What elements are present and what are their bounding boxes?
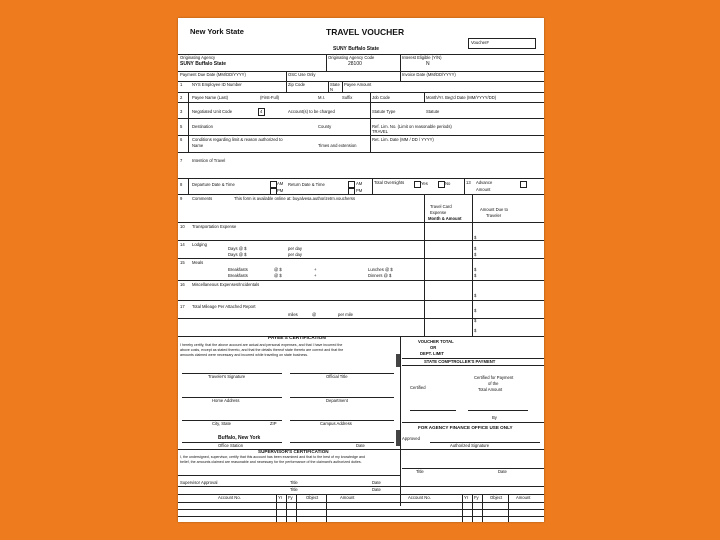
- overnight-no-checkbox[interactable]: [438, 181, 445, 188]
- agency-value[interactable]: SUNY Buffalo State: [180, 61, 227, 67]
- travel-voucher-form: New York State TRAVEL VOUCHER Voucher# SUNY Buffalo State Originating Agency SUNY Buffalo State Originating Agency Code 28100 Interest Eligible (Y/N) N Payment Due Date (MM/DD/YYYY) OSC Use Only Invoice Date (MM/DD/YYYY) 1 NYS Employee ID Number Zip Code State N Payee Amount 2 Payee Name (Last) (First-Full) M.I. Suffix Job Code Month/Yr. Beg'd Date (MM/YYYY/DD) 3 Negotiated Unit Code 4 Account(s) to be charged Statute Type Statute 5 Destination County Ref. Lim. No. (Limit on reasonable periods) TRAVEL 6 Conditions regarding limit & reason authorized to Name Times and extension Ret. Lim. Date (MM / DD / YYYY) 7 Intention of Travel 8 Departure Date & Time AM PM Return Date & Time AM PM Total Overnights Yes No 13 Advance Amount 9 Comments This form is available online at: buyalvesa.authorizetrn.voucherss Travel Card Expense Month & Amount Amount Due to Traveler 10 Transportation Expense $ 14 Lodging Days @ $ per day Days @ $ per day $ $ 15 Meals Breakfasts @ $ + Lunches @ $ Breakfasts @ $ + Dinners @ $ $ $ 16 Miscellaneous Expenses/Incidentals $ 17 Total Mileage Per Attached Report miles @ per mile $ $ $ PAYEE'S CERTIFICATION I hereby certify, that the above account are actual and personal expenses, and that I have incurred the above costs, except as stated thereto, and that the details thereof state thereto are correct and that the amounts claimed were necessary and incurred while traveling on state business. Traveler's Signature Official Title Home Address Department City, State ZIP Campus Address Buffalo, New York Office Station Date VOUCHER TOTAL OR DEPT. LIMIT STATE COMPTROLLER'S PAYMENT Certified Certified for Payment of the Total Amount By SUPERVISOR'S CERTIFICATION I, the undersigned, supervisor, certify that this account has been examined and that to the best of my knowledge and belief, the amounts claimed are reasonable and necessary for the performance of the claimant's authorized duties. Supervisor Approval Title Date FOR AGENCY FINANCE OFFICE USE ONLY Approved Authorized Signature Title Date Title Date Account No. Yr Fy Object Amount Account No. Yr Fy Object Amount: [178, 18, 544, 522]
- comments-field[interactable]: Comments: [192, 196, 213, 201]
- destination-field[interactable]: Destination: [192, 124, 213, 129]
- return-date-time[interactable]: Return Date & Time: [288, 182, 325, 187]
- campus-address[interactable]: Campus Address: [320, 421, 352, 426]
- intention-of-travel[interactable]: Intention of Travel: [192, 158, 226, 163]
- department[interactable]: Department: [326, 398, 348, 403]
- departure-am-checkbox[interactable]: [270, 181, 277, 188]
- overnight-yes-checkbox[interactable]: [414, 181, 421, 188]
- form-title: TRAVEL VOUCHER: [326, 27, 405, 37]
- state-name: New York State: [190, 27, 244, 36]
- invoice-date[interactable]: Invoice Date (MM/DD/YYYY): [402, 72, 456, 77]
- supervisor-cert-title: SUPERVISOR'S CERTIFICATION: [258, 449, 329, 454]
- account-charged[interactable]: Account(s) to be charged: [288, 109, 335, 114]
- departure-date-time[interactable]: Departure Date & Time: [192, 182, 235, 187]
- home-address[interactable]: Home Address: [212, 398, 240, 403]
- office-location: Buffalo, New York: [218, 435, 261, 441]
- campus-heading: SUNY Buffalo State: [333, 46, 380, 52]
- payee-cert-title: PAYEE'S CERTIFICATION: [268, 336, 326, 341]
- finance-office-title: FOR AGENCY FINANCE OFFICE USE ONLY: [418, 425, 513, 430]
- payment-due-date[interactable]: Payment Due Date (MM/DD/YYYY): [180, 72, 246, 77]
- supervisor-approval[interactable]: Supervisor Approval: [180, 480, 218, 485]
- official-title[interactable]: Official Title: [326, 374, 348, 379]
- interest-eligible-value[interactable]: N: [426, 61, 430, 67]
- advance-checkbox[interactable]: [520, 181, 527, 188]
- authorized-signature[interactable]: Authorized Signature: [450, 443, 490, 448]
- negotiated-unit-code[interactable]: Negotiated Unit Code: [192, 109, 233, 114]
- agency-code-value[interactable]: 28100: [348, 61, 362, 67]
- payee-name-field[interactable]: Payee Name (Last): [192, 95, 229, 100]
- meals-field[interactable]: Meals: [192, 260, 204, 265]
- voucher-total-label: VOUCHER TOTAL: [418, 339, 454, 344]
- misc-expenses[interactable]: Miscellaneous Expenses/Incidentals: [192, 282, 260, 287]
- lodging-field[interactable]: Lodging: [192, 242, 207, 247]
- return-am-checkbox[interactable]: [348, 181, 355, 188]
- mileage-field[interactable]: Total Mileage Per Attached Report: [192, 304, 256, 309]
- voucher-number-field[interactable]: Voucher#: [468, 38, 536, 49]
- employee-id-field[interactable]: NYS Employee ID Number: [192, 82, 242, 87]
- traveler-signature[interactable]: Traveler's Signature: [208, 374, 246, 379]
- transportation-expense[interactable]: Transportation Expense: [192, 224, 237, 229]
